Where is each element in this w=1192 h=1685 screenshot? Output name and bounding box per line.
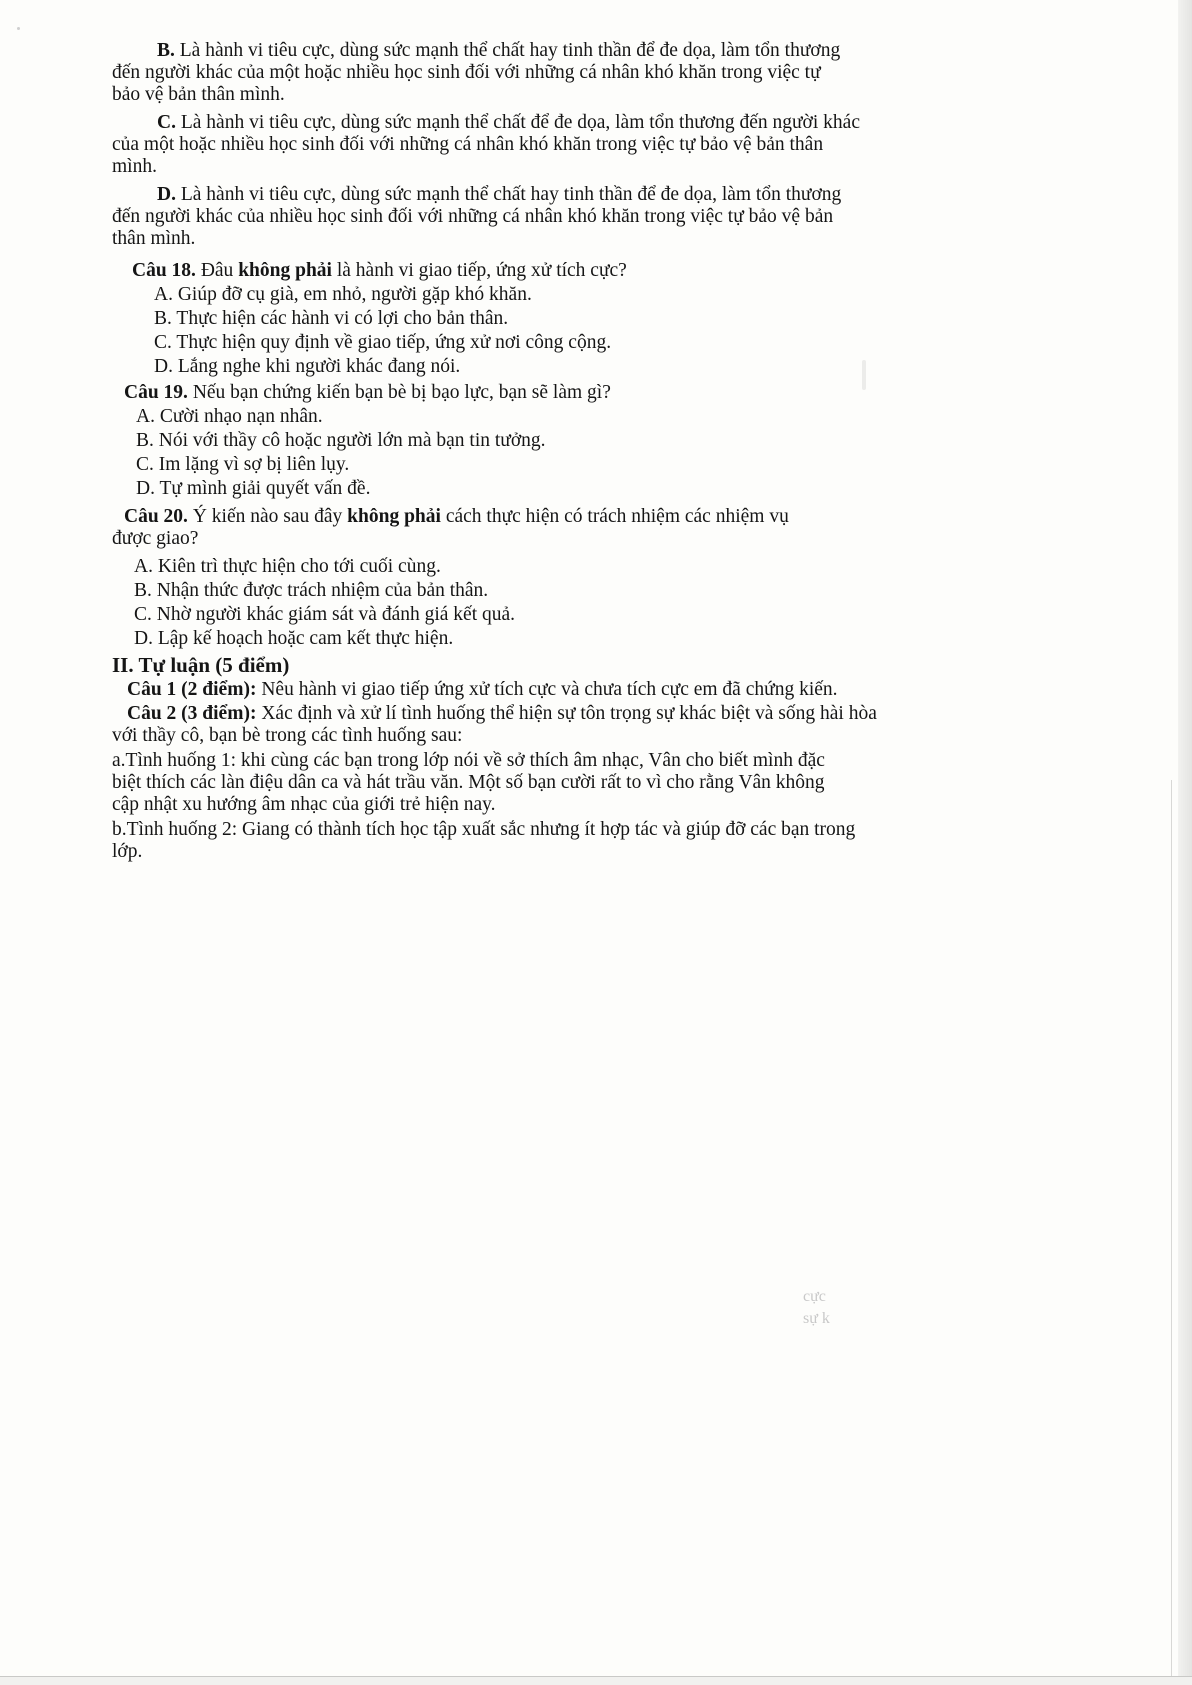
option-b-line3: bảo vệ bản thân mình. xyxy=(112,84,285,105)
option-label: B. xyxy=(157,40,175,61)
option-b-line2: đến người khác của một hoặc nhiều học sinh đối với những cá nhân khó khăn trong việc tự xyxy=(112,62,821,83)
question-20 xyxy=(112,506,1112,528)
scenario-1-line2: biệt thích các làn điệu dân ca và hát trầu văn. Một số bạn cười rất to vì cho rằng Vân không xyxy=(112,772,825,793)
essay-text: Nêu hành vi giao tiếp ứng xử tích cực và chưa tích cực em đã chứng kiến. xyxy=(261,679,838,700)
q19-option-b xyxy=(112,430,1112,452)
essay-question-2 xyxy=(112,703,1112,725)
option-text: Thực hiện các hành vi có lợi cho bản thân. xyxy=(176,308,509,329)
option-b-continued xyxy=(112,40,1112,62)
bleed-through-text xyxy=(803,1286,830,1330)
option-label: B. xyxy=(136,430,154,451)
q18-option-c xyxy=(112,332,1112,354)
option-label: B. xyxy=(154,308,172,329)
option-d-continued xyxy=(112,184,1112,206)
option-text: Lập kế hoạch hoặc cam kết thực hiện. xyxy=(157,628,454,649)
scenario-2-line2: lớp. xyxy=(112,841,143,862)
option-label: A. xyxy=(134,556,153,577)
question-emphasis: không phải xyxy=(347,506,441,527)
q18-option-d xyxy=(112,356,1112,378)
option-text: Lắng nghe khi người khác đang nói. xyxy=(177,356,461,377)
option-label: C. xyxy=(157,112,176,133)
scan-fold-line xyxy=(1171,780,1172,1685)
option-d-line3: thân mình. xyxy=(112,228,196,249)
question-text: Nếu bạn chứng kiến bạn bè bị bạo lực, bạn sẽ làm gì? xyxy=(192,382,611,403)
question-number: Câu 18. xyxy=(132,260,196,281)
q20-option-c xyxy=(112,604,1112,626)
section-title: II. Tự luận (5 điểm) xyxy=(112,653,290,677)
question-text: cách thực hiện có trách nhiệm các nhiệm vụ xyxy=(445,506,789,527)
document-body xyxy=(112,40,1112,863)
bleed-through-line: sự k xyxy=(803,1310,830,1327)
scenario-1-line1: a.Tình huống 1: khi cùng các bạn trong lớp nói về sở thích âm nhạc, Vân cho biết mình đặc xyxy=(112,750,825,771)
q19-option-d xyxy=(112,478,1112,500)
option-text: Là hành vi tiêu cực, dùng sức mạnh thể chất hay tinh thần để đe dọa, làm tổn thương xyxy=(180,184,842,205)
question-19 xyxy=(112,382,1112,404)
question-number: Câu 19. xyxy=(124,382,188,403)
option-text: Im lặng vì sợ bị liên lụy. xyxy=(158,454,350,475)
essay-question-1 xyxy=(112,679,1112,701)
option-d-line2: đến người khác của nhiều học sinh đối với những cá nhân khó khăn trong việc tự bảo vệ bản xyxy=(112,206,834,227)
essay-label: Câu 1 (2 điểm): xyxy=(127,679,257,700)
q20-option-a xyxy=(112,556,1112,578)
option-label: A. xyxy=(154,284,173,305)
scan-smudge xyxy=(862,360,866,390)
essay-question-2-line2: với thầy cô, bạn bè trong các tình huống sau: xyxy=(112,725,463,746)
q19-option-a xyxy=(112,406,1112,428)
question-text: Đâu xyxy=(200,260,234,281)
q18-option-b xyxy=(112,308,1112,330)
option-text: Là hành vi tiêu cực, dùng sức mạnh thể chất để đe dọa, làm tổn thương đến người khác xyxy=(180,112,860,133)
q20-option-d xyxy=(112,628,1112,650)
option-text: Nói với thầy cô hoặc người lớn mà bạn tin tưởng. xyxy=(158,430,546,451)
option-text: Nhờ người khác giám sát và đánh giá kết quả. xyxy=(156,604,516,625)
option-label: D. xyxy=(157,184,176,205)
option-label: C. xyxy=(136,454,154,475)
essay-label: Câu 2 (3 điểm): xyxy=(127,703,257,724)
essay-text: Xác định và xử lí tình huống thể hiện sự tôn trọng sự khác biệt và sống hài hòa xyxy=(261,703,877,724)
option-label: D. xyxy=(134,628,153,649)
option-label: D. xyxy=(154,356,173,377)
question-number: Câu 20. xyxy=(124,506,188,527)
scan-right-edge xyxy=(1178,0,1192,1685)
option-text: Kiên trì thực hiện cho tới cuối cùng. xyxy=(157,556,441,577)
option-label: D. xyxy=(136,478,155,499)
option-label: C. xyxy=(134,604,152,625)
scenario-1-line3: cập nhật xu hướng âm nhạc của giới trẻ hiện nay. xyxy=(112,794,496,815)
option-c-continued xyxy=(112,112,1112,134)
option-label: A. xyxy=(136,406,155,427)
option-text: Cười nhạo nạn nhân. xyxy=(159,406,323,427)
scan-speck xyxy=(17,27,20,30)
q18-option-a xyxy=(112,284,1112,306)
option-c-line2: của một hoặc nhiều học sinh đối với những cá nhân khó khăn trong việc tự bảo vệ bản thân xyxy=(112,134,824,155)
option-label: B. xyxy=(134,580,152,601)
question-text: là hành vi giao tiếp, ứng xử tích cực? xyxy=(336,260,627,281)
bleed-through-line: cực xyxy=(803,1288,826,1305)
option-text: Là hành vi tiêu cực, dùng sức mạnh thể chất hay tinh thần để đe dọa, làm tổn thương xyxy=(179,40,841,61)
option-text: Tự mình giải quyết vấn đề. xyxy=(159,478,371,499)
option-text: Thực hiện quy định về giao tiếp, ứng xử nơi công cộng. xyxy=(176,332,612,353)
question-20-line2: được giao? xyxy=(112,528,199,549)
question-text: Ý kiến nào sau đây xyxy=(192,506,343,527)
question-18 xyxy=(112,260,1112,282)
option-text: Nhận thức được trách nhiệm của bản thân. xyxy=(156,580,489,601)
option-label: C. xyxy=(154,332,172,353)
scenario-2-line1: b.Tình huống 2: Giang có thành tích học tập xuất sắc nhưng ít hợp tác và giúp đỡ các bạn trong xyxy=(112,819,856,840)
option-c-line3: mình. xyxy=(112,156,157,177)
question-emphasis: không phải xyxy=(238,260,332,281)
option-text: Giúp đỡ cụ già, em nhỏ, người gặp khó khăn. xyxy=(177,284,532,305)
q19-option-c xyxy=(112,454,1112,476)
scan-bottom-edge xyxy=(0,1676,1192,1685)
q20-option-b xyxy=(112,580,1112,602)
